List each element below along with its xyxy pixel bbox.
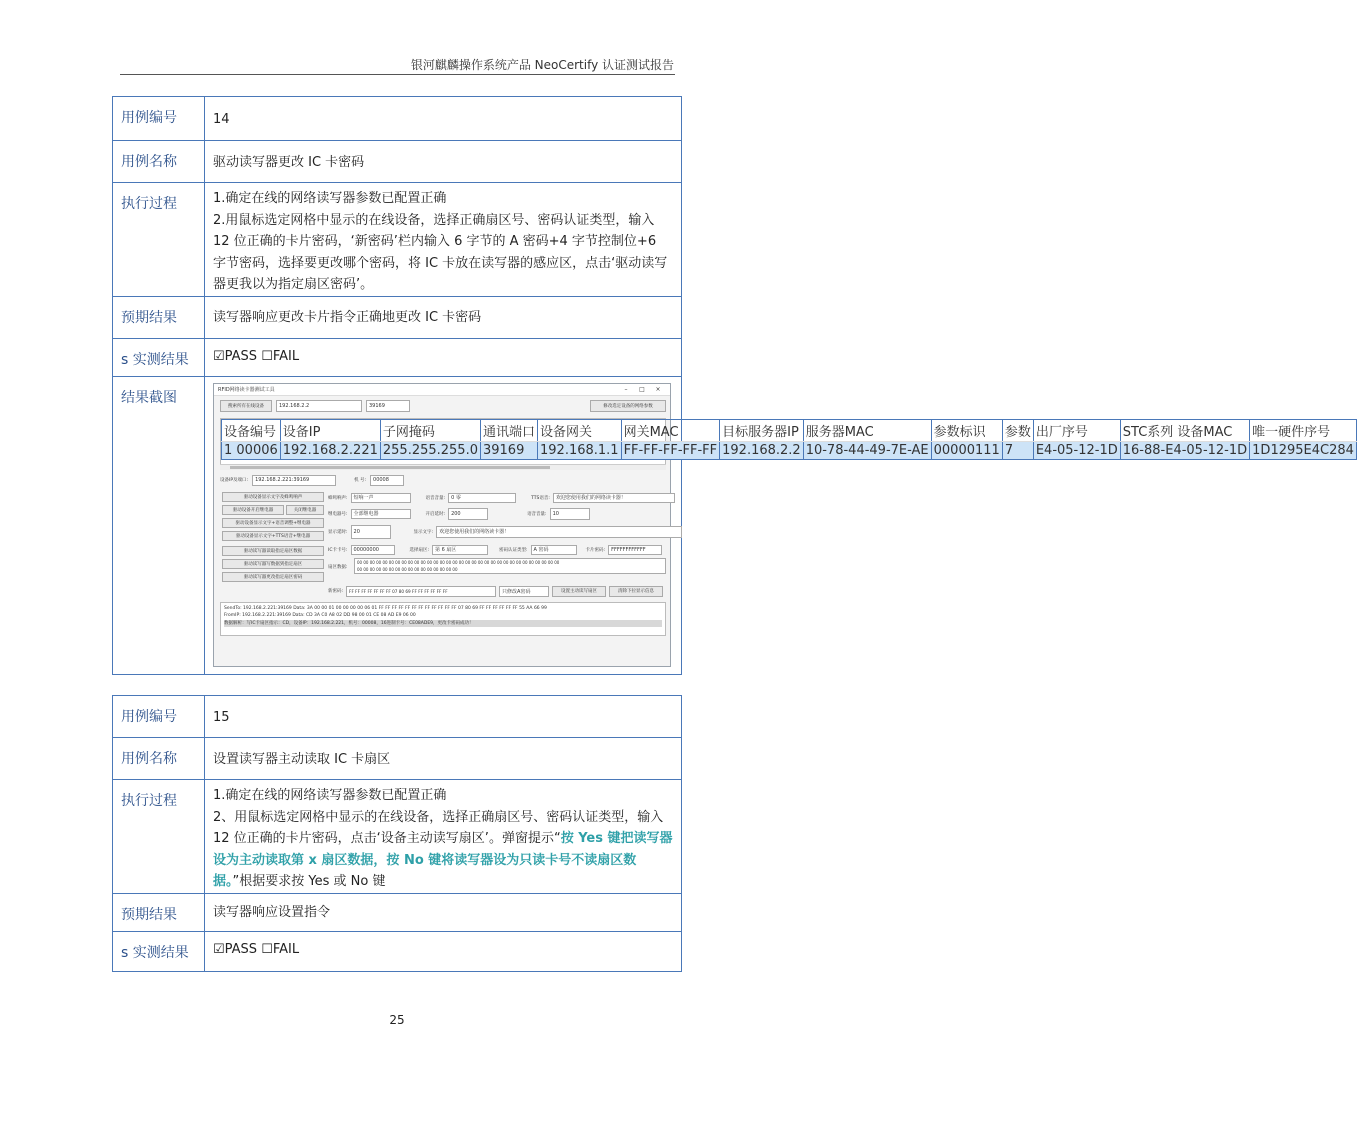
newpwd-input: FF FF FF FF FF FF FF 07 80 69 FF FF FF FF FF FF xyxy=(346,586,496,597)
tts-input: 欢迎您使用我们的网络读卡器！ xyxy=(553,493,675,503)
grid-cell: 00000111 xyxy=(931,441,1002,459)
grid-header-cell: 服务器MAC xyxy=(803,419,931,441)
auth-label: 密码认证类型: xyxy=(499,547,528,553)
case-14-expected-label: 预期结果 xyxy=(113,296,205,338)
case-15-id-label: 用例编号 xyxy=(113,696,205,738)
grid-header-cell: 子网掩码 xyxy=(380,419,480,441)
tts-label: TTS语音: xyxy=(531,495,550,501)
header-rule xyxy=(120,74,675,75)
display-tts-relay-button: 驱动设备显示文字+TTS语音+继电器 xyxy=(222,531,324,541)
volume-label: 语音音量: xyxy=(527,511,547,517)
grid-header-cell: 通讯端口 xyxy=(480,419,537,441)
open-relay-button: 驱动设备开启继电器 xyxy=(222,505,284,515)
grid-header-cell: 唯一硬件序号 xyxy=(1250,419,1357,441)
log-panel xyxy=(220,602,666,636)
case-14-actual-label: s 实测结果 xyxy=(113,338,205,376)
auth-select: A 密码 xyxy=(531,545,577,555)
device-input: 192.168.2.221:39169 xyxy=(252,475,336,486)
grid-header-cell: 设备编号 xyxy=(222,419,281,441)
newpwd-label: 新密码: xyxy=(328,589,344,594)
case-15-id: 15 xyxy=(205,696,682,738)
grid-scrollbar xyxy=(220,464,666,470)
card-label: IC卡卡号: xyxy=(328,547,348,553)
card-input: 00000000 xyxy=(351,545,395,555)
display-voice-relay-button: 驱动设备显示文字+语音调整+继电器 xyxy=(222,518,324,528)
auto-readwrite-button: 设置主动读写扇区 xyxy=(552,586,606,597)
grid-cell: 1 00006 xyxy=(222,441,281,459)
change-password-button: 驱动读写器更改指定扇区密码 xyxy=(222,572,324,582)
case-15-actual-label: s 实测结果 xyxy=(113,931,205,971)
case-14-actual: ☑PASS ☐FAIL xyxy=(205,338,682,376)
grid-header-cell: 参数标识 xyxy=(931,419,1002,441)
minimize-icon: – xyxy=(624,385,628,393)
grid-cell: 1D1295E4C284 xyxy=(1250,441,1357,459)
open-delay-input: 200 xyxy=(448,508,488,520)
only-change-select: 只修改A密码 xyxy=(499,586,549,597)
case-15-step-1: 1.确定在线的网络读写器参数已配置正确 xyxy=(213,788,447,803)
case-14-screenshot-label: 结果截图 xyxy=(113,376,205,674)
grid-cell: 7 xyxy=(1002,441,1033,459)
case-15-name-label: 用例名称 xyxy=(113,738,205,780)
case-15-table xyxy=(112,695,682,972)
grid-row xyxy=(222,441,1357,459)
sector-data-line-1: 00 00 00 00 00 00 00 00 00 00 00 00 00 00 00 00 00 00 00 00 00 00 00 00 00 00 00 00 00 00 00 00 xyxy=(357,559,560,565)
case-15-expected: 读写器响应设置指令 xyxy=(205,893,682,931)
cardpwd-input: FFFFFFFFFFFF xyxy=(608,545,662,555)
close-relay-button: 关闭继电器 xyxy=(286,505,324,515)
relay-select: 全部继电器 xyxy=(351,509,411,519)
relay-label: 继电器号: xyxy=(328,511,348,517)
beep-label: 蜂鸣响声: xyxy=(328,495,348,501)
page-header: 银河麒麟操作系统产品 NeoCertify 认证测试报告 xyxy=(410,58,674,72)
grid-cell: 39169 xyxy=(480,441,537,459)
case-15-expected-label: 预期结果 xyxy=(113,893,205,931)
window-title: RFID网络读卡器测试工具 xyxy=(218,386,275,393)
grid-cell: 192.168.2.221 xyxy=(280,441,380,459)
sector-data-input xyxy=(354,558,666,574)
case-15-step-2-a: 2、用鼠标选定网格中显示的在线设备，选择正确扇区号、密码认证类型，输入 12 位正确的卡片密码，点击‘设备主动读写扇区’。弹窗提示“ xyxy=(213,809,664,846)
voice-select: 0 零 xyxy=(448,493,516,503)
port-input: 39169 xyxy=(366,400,410,412)
app-screenshot xyxy=(213,383,1354,667)
grid-header-row xyxy=(222,419,1357,441)
case-14-id-label: 用例编号 xyxy=(113,97,205,141)
case-15-step-2-b: ”根据要求按 Yes 或 No 键 xyxy=(232,874,386,889)
ip-select: 192.168.2.2 xyxy=(276,400,362,412)
voice-label: 语音音量: xyxy=(425,495,446,501)
grid-header-cell: 目标服务器IP xyxy=(720,419,804,441)
case-14-step-2: 2.用鼠标选定网格中显示的在线设备，选择正确扇区号、密码认证类型，输入 12 位正确的卡片密码，‘新密码’栏内输入 6 字节的 A 密码+4 字节控制位+6 字节密码，选择要更改哪个密码，将 IC 卡放在读写器的感应区，点击‘驱动读写器更我以为指定扇区密码’。 xyxy=(213,212,668,292)
cardpwd-label: 卡片密码: xyxy=(585,547,606,553)
case-15-process-label: 执行过程 xyxy=(113,780,205,894)
machine-label: 机 号: xyxy=(354,478,367,483)
show-text-input: 欢迎您使用我们的网络读卡器！ xyxy=(436,526,682,538)
grid-cell: FF-FF-FF-FF-FF xyxy=(621,441,720,459)
volume-input: 10 xyxy=(550,508,590,520)
device-label: 设备IP及端口: xyxy=(220,478,249,483)
display-beep-button: 驱动设备显示文字及蜂鸣响声 xyxy=(222,492,324,502)
sector-select: 第 6 扇区 xyxy=(432,545,488,555)
sector-data-line-2: 00 00 00 00 00 00 00 00 00 00 00 00 00 00 00 00 xyxy=(357,566,458,572)
case-15-step-2-highlight: 按 Yes 键把读写器设为主动读取第 x 扇区数据，按 No 键将读写器设为只读卡号不读扇区数据。 xyxy=(213,831,673,889)
grid-cell: E4-05-12-1D xyxy=(1033,441,1120,459)
device-grid xyxy=(220,418,1354,470)
grid-cell: 255.255.255.0 xyxy=(380,441,480,459)
sector-label: 选择扇区: xyxy=(409,547,430,553)
grid-header-cell: STC系列 设备MAC xyxy=(1120,419,1249,441)
clear-log-button: 清除下拉显示信息 xyxy=(609,586,663,597)
log-line: 数据解析：写IC卡扇区指示：CD，设备IP：192.168.2.221，机号：00008，16进制卡号：CE08ADE9，更改卡密码成功！ xyxy=(224,620,662,628)
write-sector-button: 驱动读写器写数据到指定扇区 xyxy=(222,559,324,569)
search-devices-button: 搜索所有在线设备 xyxy=(220,400,272,412)
log-line: FromIP: 192.168.2.221:39169 Data: CD 3A C0 A8 02 DD 98 00 01 CE 08 AD E9 06 00 xyxy=(224,613,416,618)
open-delay-label: 开启延时: xyxy=(425,511,446,517)
case-15-step-2 xyxy=(213,807,673,893)
show-text-label: 显示文字: xyxy=(413,529,434,535)
beep-select: 短响一声 xyxy=(351,493,411,503)
grid-header-cell: 设备IP xyxy=(280,419,380,441)
case-14-process xyxy=(205,183,682,297)
page-number: 25 xyxy=(389,1013,405,1027)
grid-cell: 192.168.2.2 xyxy=(720,441,804,459)
case-14-process-label: 执行过程 xyxy=(113,183,205,297)
app-titlebar xyxy=(214,384,670,396)
show-delay-label: 显示延时: xyxy=(328,529,348,535)
case-15-actual: ☑PASS ☐FAIL xyxy=(205,931,682,971)
grid-cell: 16-88-E4-05-12-1D xyxy=(1120,441,1249,459)
case-15-process xyxy=(205,780,682,894)
show-delay-input: 20 xyxy=(351,525,391,539)
case-14-screenshot-cell xyxy=(205,376,1354,674)
case-14-table xyxy=(112,96,1354,675)
maximize-icon: □ xyxy=(639,385,645,393)
sector-data-label: 扇区数据: xyxy=(328,564,348,570)
grid-header-cell: 出厂序号 xyxy=(1033,419,1120,441)
read-sector-button: 驱动读写器读取指定扇区数据 xyxy=(222,546,324,556)
case-14-name-label: 用例名称 xyxy=(113,141,205,183)
machine-input: 00008 xyxy=(370,475,404,486)
case-14-name: 驱动读写器更改 IC 卡密码 xyxy=(205,141,682,183)
modify-params-button: 修改选定设备的网络参数 xyxy=(590,400,666,412)
grid-cell: 10-78-44-49-7E-AE xyxy=(803,441,931,459)
log-line: SendTo: 192.168.2.221:39169 Data: 3A 00 00 01 00 00 00 00 06 01 FF FF FF FF FF FF FF FF FF FF FF FF 07 80 69 FF FF FF FF FF FF 55 AA 66 99 xyxy=(224,605,547,611)
case-15-name: 设置读写器主动读取 IC 卡扇区 xyxy=(205,738,682,780)
grid-header-cell: 参数 xyxy=(1002,419,1033,441)
case-14-id: 14 xyxy=(205,97,682,141)
case-14-expected: 读写器响应更改卡片指令正确地更改 IC 卡密码 xyxy=(205,296,682,338)
close-icon: × xyxy=(655,385,661,393)
grid-header-cell: 设备网关 xyxy=(538,419,622,441)
grid-header-cell: 网关MAC xyxy=(621,419,720,441)
case-14-step-1: 1.确定在线的网络读写器参数已配置正确 xyxy=(213,191,447,206)
left-button-column xyxy=(222,492,324,582)
grid-cell: 192.168.1.1 xyxy=(538,441,622,459)
